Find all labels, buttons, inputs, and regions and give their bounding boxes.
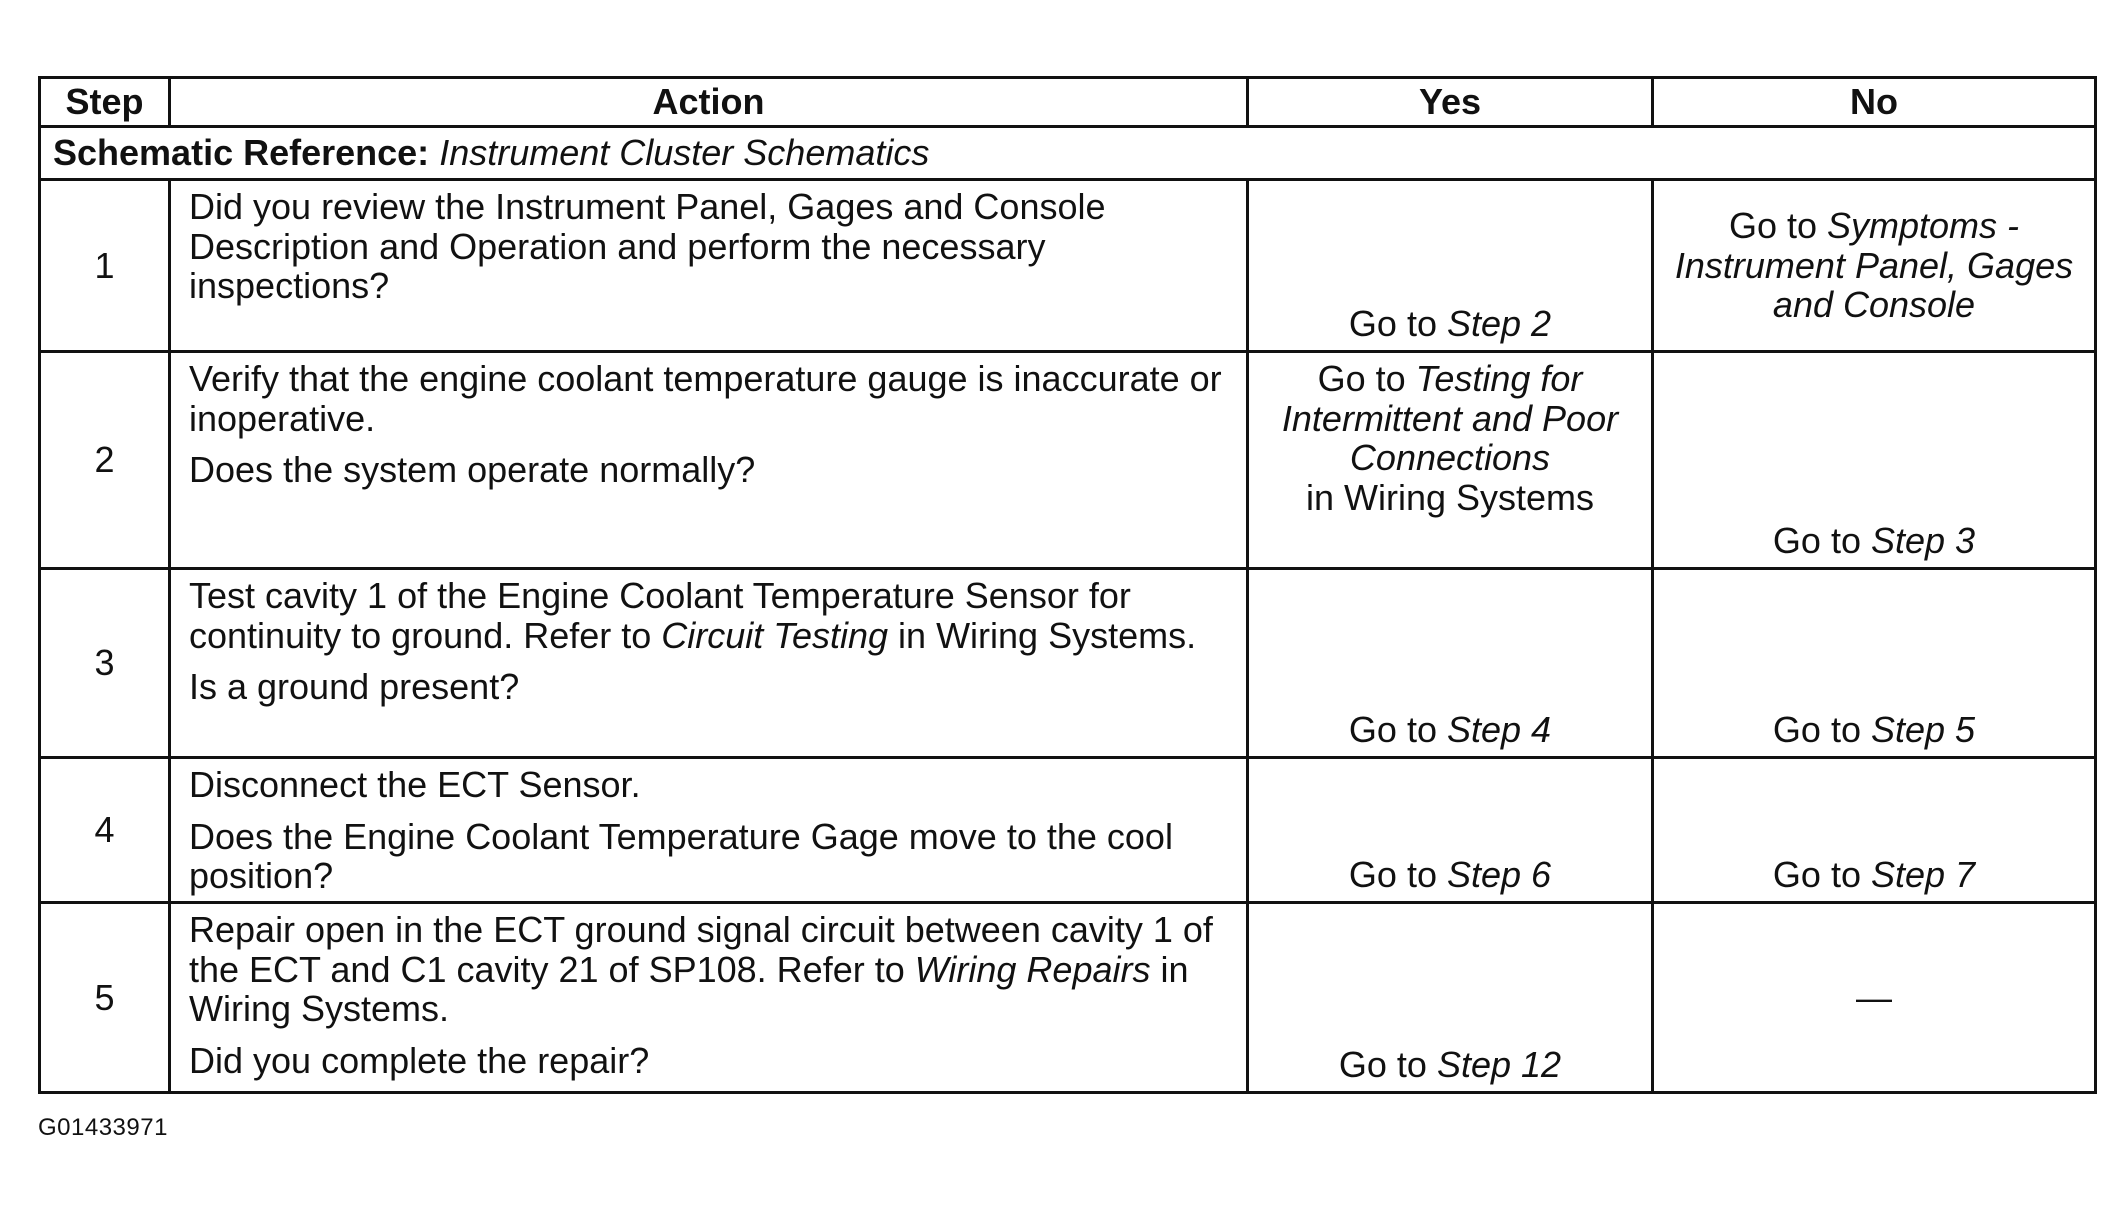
table-row <box>40 352 2096 569</box>
table-row <box>40 569 2096 758</box>
no-cell <box>1653 569 2096 758</box>
no-dash: — <box>1856 976 1892 1018</box>
yes-target-link[interactable]: Step 4 <box>1446 709 1552 751</box>
step-number: 4 <box>40 758 170 903</box>
action-text: Did you review the Instrument Panel, Gages and Console Description and Operation and perform the necessary inspections? <box>189 186 1106 307</box>
action-question: Does the Engine Coolant Temperature Gage move to the cool position? <box>189 815 1173 897</box>
step-number: 5 <box>40 903 170 1093</box>
yes-target-link[interactable]: Testing for Intermittent and Poor Connections <box>1281 358 1619 479</box>
action-text-part: Test cavity 1 of the Engine Coolant Temperature Sensor for continuity to ground. Refer to <box>189 575 1131 656</box>
step-number: 2 <box>40 352 170 569</box>
no-prefix: Go to <box>1772 854 1871 896</box>
action-text-part: Repair open in the ECT ground signal circuit between cavity 1 of the ECT and C1 cavity 21 of SP108. Refer to <box>189 909 1213 990</box>
action-question: Does the system operate normally? <box>189 449 756 491</box>
action-cell <box>170 758 1248 903</box>
no-target-link[interactable]: Step 3 <box>1870 520 1976 562</box>
no-cell <box>1653 180 2096 352</box>
no-target-link[interactable]: Symptoms - Instrument Panel, Gages and Console <box>1674 205 2074 326</box>
action-text <box>189 910 1228 1029</box>
no-cell <box>1653 352 2096 569</box>
no-cell <box>1653 903 2096 1093</box>
schematic-reference <box>40 127 2096 180</box>
diagnostic-table <box>38 76 2097 1094</box>
no-prefix: Go to <box>1772 709 1871 751</box>
yes-target-link[interactable]: Step 6 <box>1446 854 1552 896</box>
action-text-part: in Wiring Systems. <box>189 948 1189 1030</box>
yes-prefix: Go to <box>1338 1044 1437 1086</box>
step-number: 3 <box>40 569 170 758</box>
action-text <box>189 576 1228 655</box>
action-question: Is a ground present? <box>189 666 520 708</box>
no-prefix: Go to <box>1728 205 1828 247</box>
step-number: 1 <box>40 180 170 352</box>
header-no: No <box>1653 78 2096 127</box>
header-row <box>40 78 2096 127</box>
yes-cell <box>1248 903 1653 1093</box>
circuit-testing-link[interactable]: Circuit Testing <box>661 614 889 656</box>
action-text-part: in Wiring Systems. <box>888 614 1197 656</box>
no-prefix: Go to <box>1772 520 1871 562</box>
action-question: Did you complete the repair? <box>189 1039 650 1081</box>
yes-target-link[interactable]: Step 2 <box>1446 303 1552 345</box>
diagnostic-document <box>38 76 2094 1094</box>
yes-cell <box>1248 352 1653 569</box>
table-row <box>40 180 2096 352</box>
action-cell <box>170 903 1248 1093</box>
figure-id-caption: G01433971 <box>38 1114 168 1141</box>
yes-prefix: Go to <box>1348 854 1447 896</box>
action-text: Verify that the engine coolant temperature gauge is inaccurate or inoperative. <box>189 358 1222 439</box>
yes-cell <box>1248 180 1653 352</box>
no-cell <box>1653 758 2096 903</box>
table-row <box>40 758 2096 903</box>
schematic-reference-row <box>40 127 2096 180</box>
yes-prefix: Go to <box>1348 303 1447 345</box>
yes-suffix: in Wiring Systems <box>1305 476 1595 518</box>
header-step: Step <box>40 78 170 127</box>
table-row <box>40 903 2096 1093</box>
action-cell <box>170 352 1248 569</box>
yes-prefix: Go to <box>1348 709 1447 751</box>
yes-cell <box>1248 569 1653 758</box>
yes-prefix: Go to <box>1317 358 1416 399</box>
schematic-reference-link[interactable]: Instrument Cluster Schematics <box>439 132 930 174</box>
no-target-link[interactable]: Step 5 <box>1870 709 1976 751</box>
schematic-reference-label: Schematic Reference: <box>53 132 430 174</box>
header-yes: Yes <box>1248 78 1653 127</box>
wiring-repairs-link[interactable]: Wiring Repairs <box>914 948 1151 990</box>
header-action: Action <box>170 78 1248 127</box>
action-cell <box>170 180 1248 352</box>
action-text: Disconnect the ECT Sensor. <box>189 764 641 805</box>
yes-cell <box>1248 758 1653 903</box>
no-target-link[interactable]: Step 7 <box>1870 854 1976 896</box>
action-cell <box>170 569 1248 758</box>
yes-target-link[interactable]: Step 12 <box>1436 1044 1562 1086</box>
